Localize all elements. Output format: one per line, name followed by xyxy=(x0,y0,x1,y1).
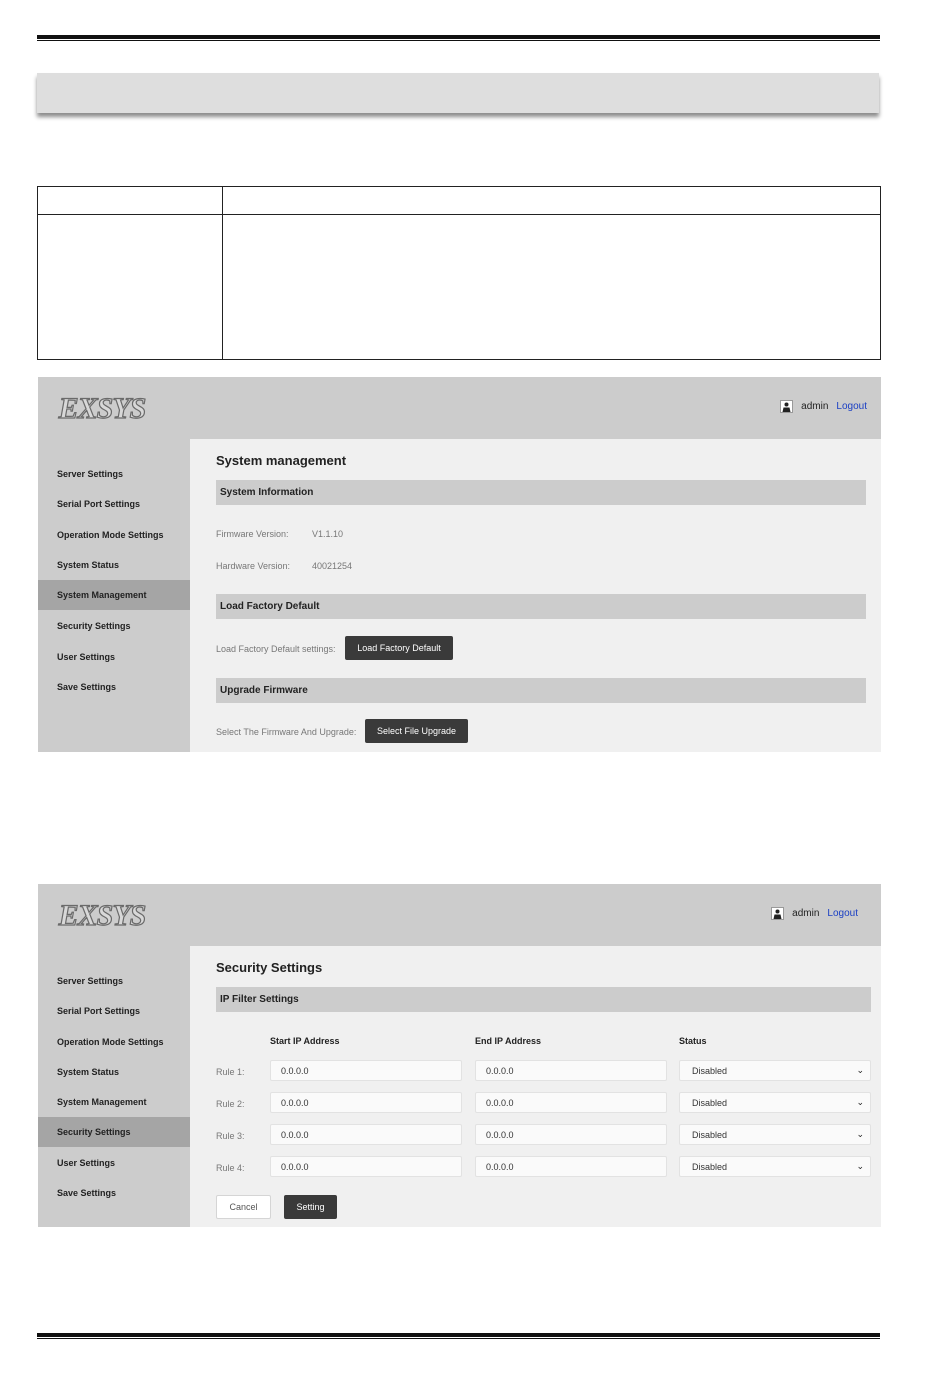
user-area xyxy=(771,907,858,920)
sidebar-item-user-settings[interactable]: User Settings xyxy=(57,1158,116,1168)
firmware-version-value: V1.1.10 xyxy=(312,529,344,539)
sidebar-item-serial-port-settings[interactable]: Serial Port Settings xyxy=(57,499,141,509)
chevron-down-icon: ⌄ xyxy=(856,1065,864,1075)
hardware-version-label: Hardware Version: xyxy=(216,561,291,571)
load-factory-default-button[interactable]: Load Factory Default xyxy=(345,636,453,660)
rule-2-status-select[interactable] xyxy=(679,1092,871,1113)
rule-3-status-select[interactable] xyxy=(679,1124,871,1145)
sidebar-item-system-management[interactable]: System Management xyxy=(38,580,190,610)
username-label: admin xyxy=(792,908,820,919)
exsys-logo xyxy=(56,897,148,933)
column-header-start-ip: Start IP Address xyxy=(270,1036,340,1046)
sidebar-item-system-management[interactable]: System Management xyxy=(57,1097,147,1107)
svg-text:EXSYS: EXSYS xyxy=(58,392,146,425)
user-area xyxy=(780,400,867,413)
security-settings-screenshot xyxy=(38,884,881,1227)
chevron-down-icon: ⌄ xyxy=(856,1161,864,1171)
select-file-upgrade-button[interactable]: Select File Upgrade xyxy=(365,719,468,743)
rule-label: Rule 4: xyxy=(216,1163,245,1173)
status-value: Disabled xyxy=(692,1097,728,1108)
setting-button[interactable]: Setting xyxy=(284,1195,337,1219)
sidebar-item-system-status[interactable]: System Status xyxy=(57,1067,120,1077)
rule-label: Rule 2: xyxy=(216,1099,245,1109)
rule-label: Rule 1: xyxy=(216,1067,245,1077)
rule-1-start-ip-input[interactable] xyxy=(270,1060,462,1081)
rule-4-start-ip-input[interactable] xyxy=(270,1156,462,1177)
sidebar xyxy=(38,946,190,1227)
logout-link[interactable]: Logout xyxy=(827,908,858,919)
page-heading: System management xyxy=(216,453,347,468)
cancel-button[interactable]: Cancel xyxy=(216,1195,271,1219)
page-bottom-rule xyxy=(37,1333,880,1339)
status-value: Disabled xyxy=(692,1065,728,1076)
hardware-version-value: 40021254 xyxy=(312,561,353,571)
username-label: admin xyxy=(801,401,829,412)
rule-1-end-ip-input[interactable] xyxy=(475,1060,667,1081)
sidebar-item-operation-mode-settings[interactable]: Operation Mode Settings xyxy=(57,530,164,540)
section-load-factory-default: Load Factory Default xyxy=(216,594,866,619)
table-column-divider xyxy=(222,187,223,359)
chevron-down-icon: ⌄ xyxy=(856,1097,864,1107)
app-header xyxy=(38,884,881,946)
rule-1-status-select[interactable] xyxy=(679,1060,871,1081)
rule-2-start-ip-input[interactable] xyxy=(270,1092,462,1113)
sidebar-item-system-status[interactable]: System Status xyxy=(57,560,120,570)
main-content xyxy=(216,946,871,1227)
app-header xyxy=(38,377,881,439)
rule-3-start-ip-input[interactable] xyxy=(270,1124,462,1145)
rule-3-end-ip-input[interactable] xyxy=(475,1124,667,1145)
status-value: Disabled xyxy=(692,1129,728,1140)
page-heading: Security Settings xyxy=(216,960,323,975)
upgrade-firmware-label: Select The Firmware And Upgrade: xyxy=(216,727,357,737)
sidebar-item-security-settings[interactable]: Security Settings xyxy=(38,1117,190,1147)
sidebar-item-operation-mode-settings[interactable]: Operation Mode Settings xyxy=(57,1037,164,1047)
sidebar-item-save-settings[interactable]: Save Settings xyxy=(57,682,117,692)
logout-link[interactable]: Logout xyxy=(836,401,867,412)
sidebar-item-save-settings[interactable]: Save Settings xyxy=(57,1188,117,1198)
user-icon xyxy=(771,907,784,920)
sidebar-item-server-settings[interactable]: Server Settings xyxy=(57,469,124,479)
rule-4-end-ip-input[interactable] xyxy=(475,1156,667,1177)
exsys-logo xyxy=(56,390,148,426)
page-top-rule xyxy=(37,35,880,41)
sidebar-item-server-settings[interactable]: Server Settings xyxy=(57,976,124,986)
page-title-bar xyxy=(37,73,879,113)
rule-label: Rule 3: xyxy=(216,1131,245,1141)
section-upgrade-firmware: Upgrade Firmware xyxy=(216,678,866,703)
sidebar-item-serial-port-settings[interactable]: Serial Port Settings xyxy=(57,1006,141,1016)
status-value: Disabled xyxy=(692,1161,728,1172)
rule-4-status-select[interactable] xyxy=(679,1156,871,1177)
chevron-down-icon: ⌄ xyxy=(856,1129,864,1139)
main-content xyxy=(216,439,866,752)
firmware-version-label: Firmware Version: xyxy=(216,529,289,539)
svg-text:EXSYS: EXSYS xyxy=(58,899,146,932)
description-table xyxy=(37,186,881,360)
section-ip-filter-settings: IP Filter Settings xyxy=(216,987,871,1012)
column-header-status: Status xyxy=(679,1036,707,1046)
section-system-information: System Information xyxy=(216,480,866,505)
table-header-row xyxy=(38,187,880,215)
sidebar-item-security-settings[interactable]: Security Settings xyxy=(57,621,131,631)
sidebar-item-user-settings[interactable]: User Settings xyxy=(57,652,116,662)
system-management-screenshot xyxy=(38,377,881,752)
rule-2-end-ip-input[interactable] xyxy=(475,1092,667,1113)
column-header-end-ip: End IP Address xyxy=(475,1036,542,1046)
user-icon xyxy=(780,400,793,413)
factory-default-label: Load Factory Default settings: xyxy=(216,644,336,654)
sidebar xyxy=(38,439,190,752)
